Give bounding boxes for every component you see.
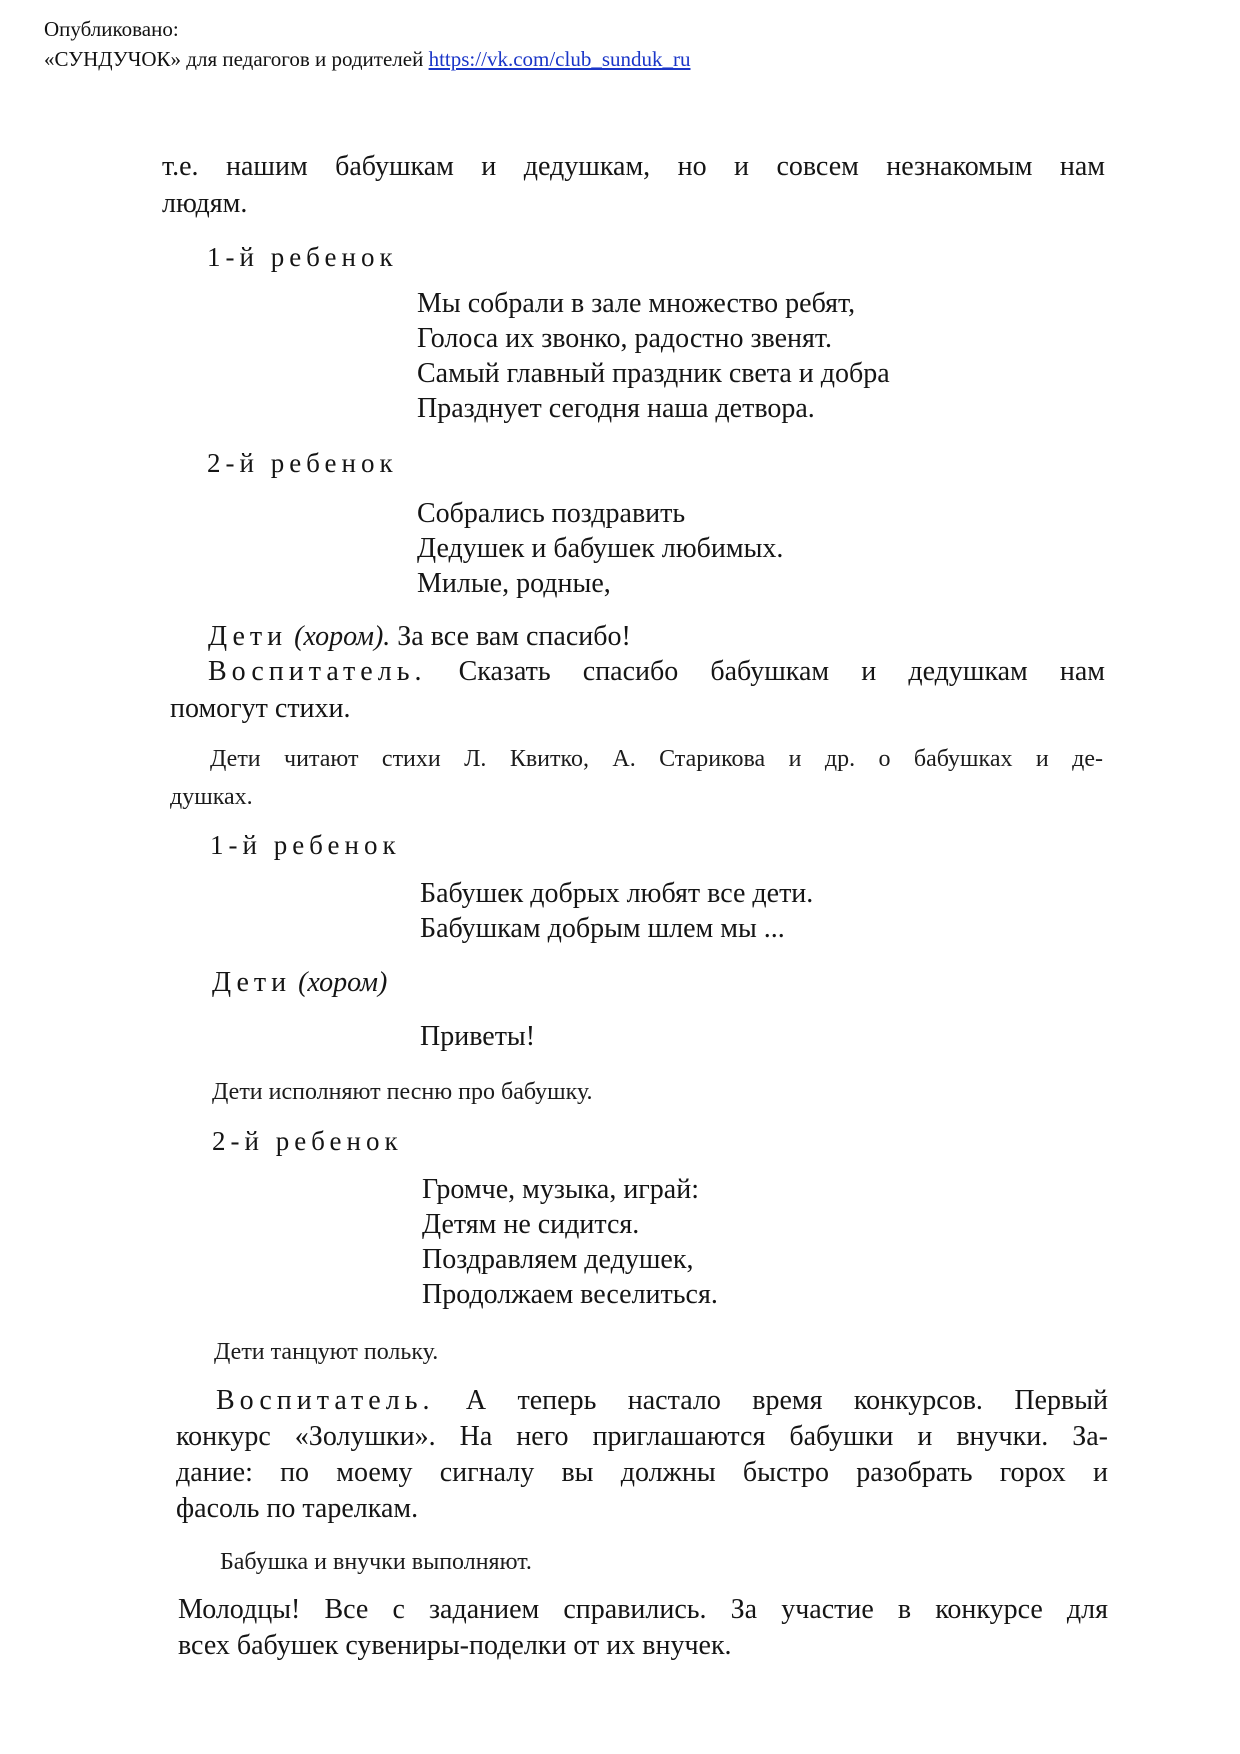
paragraph-line: т.е. нашим бабушкам и дедушкам, но и совсем незнакомым нам <box>162 151 1105 182</box>
verse-line: Детям не сидится. <box>422 1209 640 1240</box>
verse-line: Бабушкам добрым шлем мы ... <box>420 913 785 944</box>
chorus-line <box>208 620 631 654</box>
verse-line: Приветы! <box>420 1021 536 1052</box>
paragraph-line: всех бабушек сувениры-поделки от их внучек. <box>178 1630 732 1661</box>
paragraph-line: фасоль по тарелкам. <box>176 1493 419 1524</box>
verse-line: Голоса их звонко, радостно звенят. <box>417 323 833 354</box>
paragraph-line: людям. <box>162 188 248 219</box>
speaker-label: Воспитатель. <box>216 1385 435 1416</box>
paragraph-line: Молодцы! Все с заданием справились. За участие в конкурсе для <box>178 1594 1108 1625</box>
speaker-label: 1-й ребенок <box>207 242 398 272</box>
paragraph-line: конкурс «Золушки». На него приглашаются бабушки и внучки. За- <box>176 1421 1108 1452</box>
verse-line: Мы собрали в зале множество ребят, <box>417 288 856 319</box>
verse-line: Поздравляем дедушек, <box>422 1244 694 1275</box>
chorus-text: За все вам спасибо! <box>397 621 631 652</box>
verse-line: Милые, родные, <box>417 568 611 599</box>
verse-line: Бабушек добрых любят все дети. <box>420 878 814 909</box>
stage-direction: (хором) <box>298 967 388 998</box>
speaker-label: 1-й ребенок <box>210 830 401 860</box>
paragraph-line: помогут стихи. <box>170 693 351 724</box>
speaker-label: Воспитатель. <box>208 656 427 687</box>
stage-direction: Дети читают стихи Л. Квитко, А. Старикова и др. о бабушках и де- <box>210 746 1103 772</box>
speaker-label: 2-й ребенок <box>207 448 398 478</box>
verse-line: Дедушек и бабушек любимых. <box>417 533 784 564</box>
published-label: Опубликовано: <box>44 17 179 41</box>
publisher-link[interactable]: https://vk.com/club_sunduk_ru <box>428 47 691 71</box>
verse-line: Празднует сегодня наша детвора. <box>417 393 815 424</box>
stage-direction: Бабушка и внучки выполняют. <box>220 1549 532 1575</box>
paragraph-line: дание: по моему сигналу вы должны быстро разобрать горох и <box>176 1457 1108 1488</box>
verse-line: Громче, музыка, играй: <box>422 1174 699 1205</box>
verse-line: Продолжаем веселиться. <box>422 1279 718 1310</box>
publisher-name: «СУНДУЧОК» для педагогов и родителей <box>44 47 424 71</box>
educator-line <box>208 655 1105 689</box>
educator-text: А теперь настало время конкурсов. Первый <box>465 1385 1108 1416</box>
stage-direction: душках. <box>170 784 253 810</box>
stage-direction: Дети исполняют песню про бабушку. <box>212 1079 593 1105</box>
educator-line <box>216 1384 1108 1418</box>
stage-direction: Дети танцуют польку. <box>214 1339 439 1365</box>
speaker-label: Дети <box>208 621 288 652</box>
chorus-line <box>212 966 387 1000</box>
educator-text: Сказать спасибо бабушкам и дедушкам нам <box>458 656 1106 687</box>
speaker-label: Дети <box>212 967 292 998</box>
speaker-label: 2-й ребенок <box>212 1126 403 1156</box>
verse-line: Самый главный праздник света и добра <box>417 358 890 389</box>
verse-line: Собрались поздравить <box>417 498 686 529</box>
stage-direction: (хором). <box>294 621 391 652</box>
